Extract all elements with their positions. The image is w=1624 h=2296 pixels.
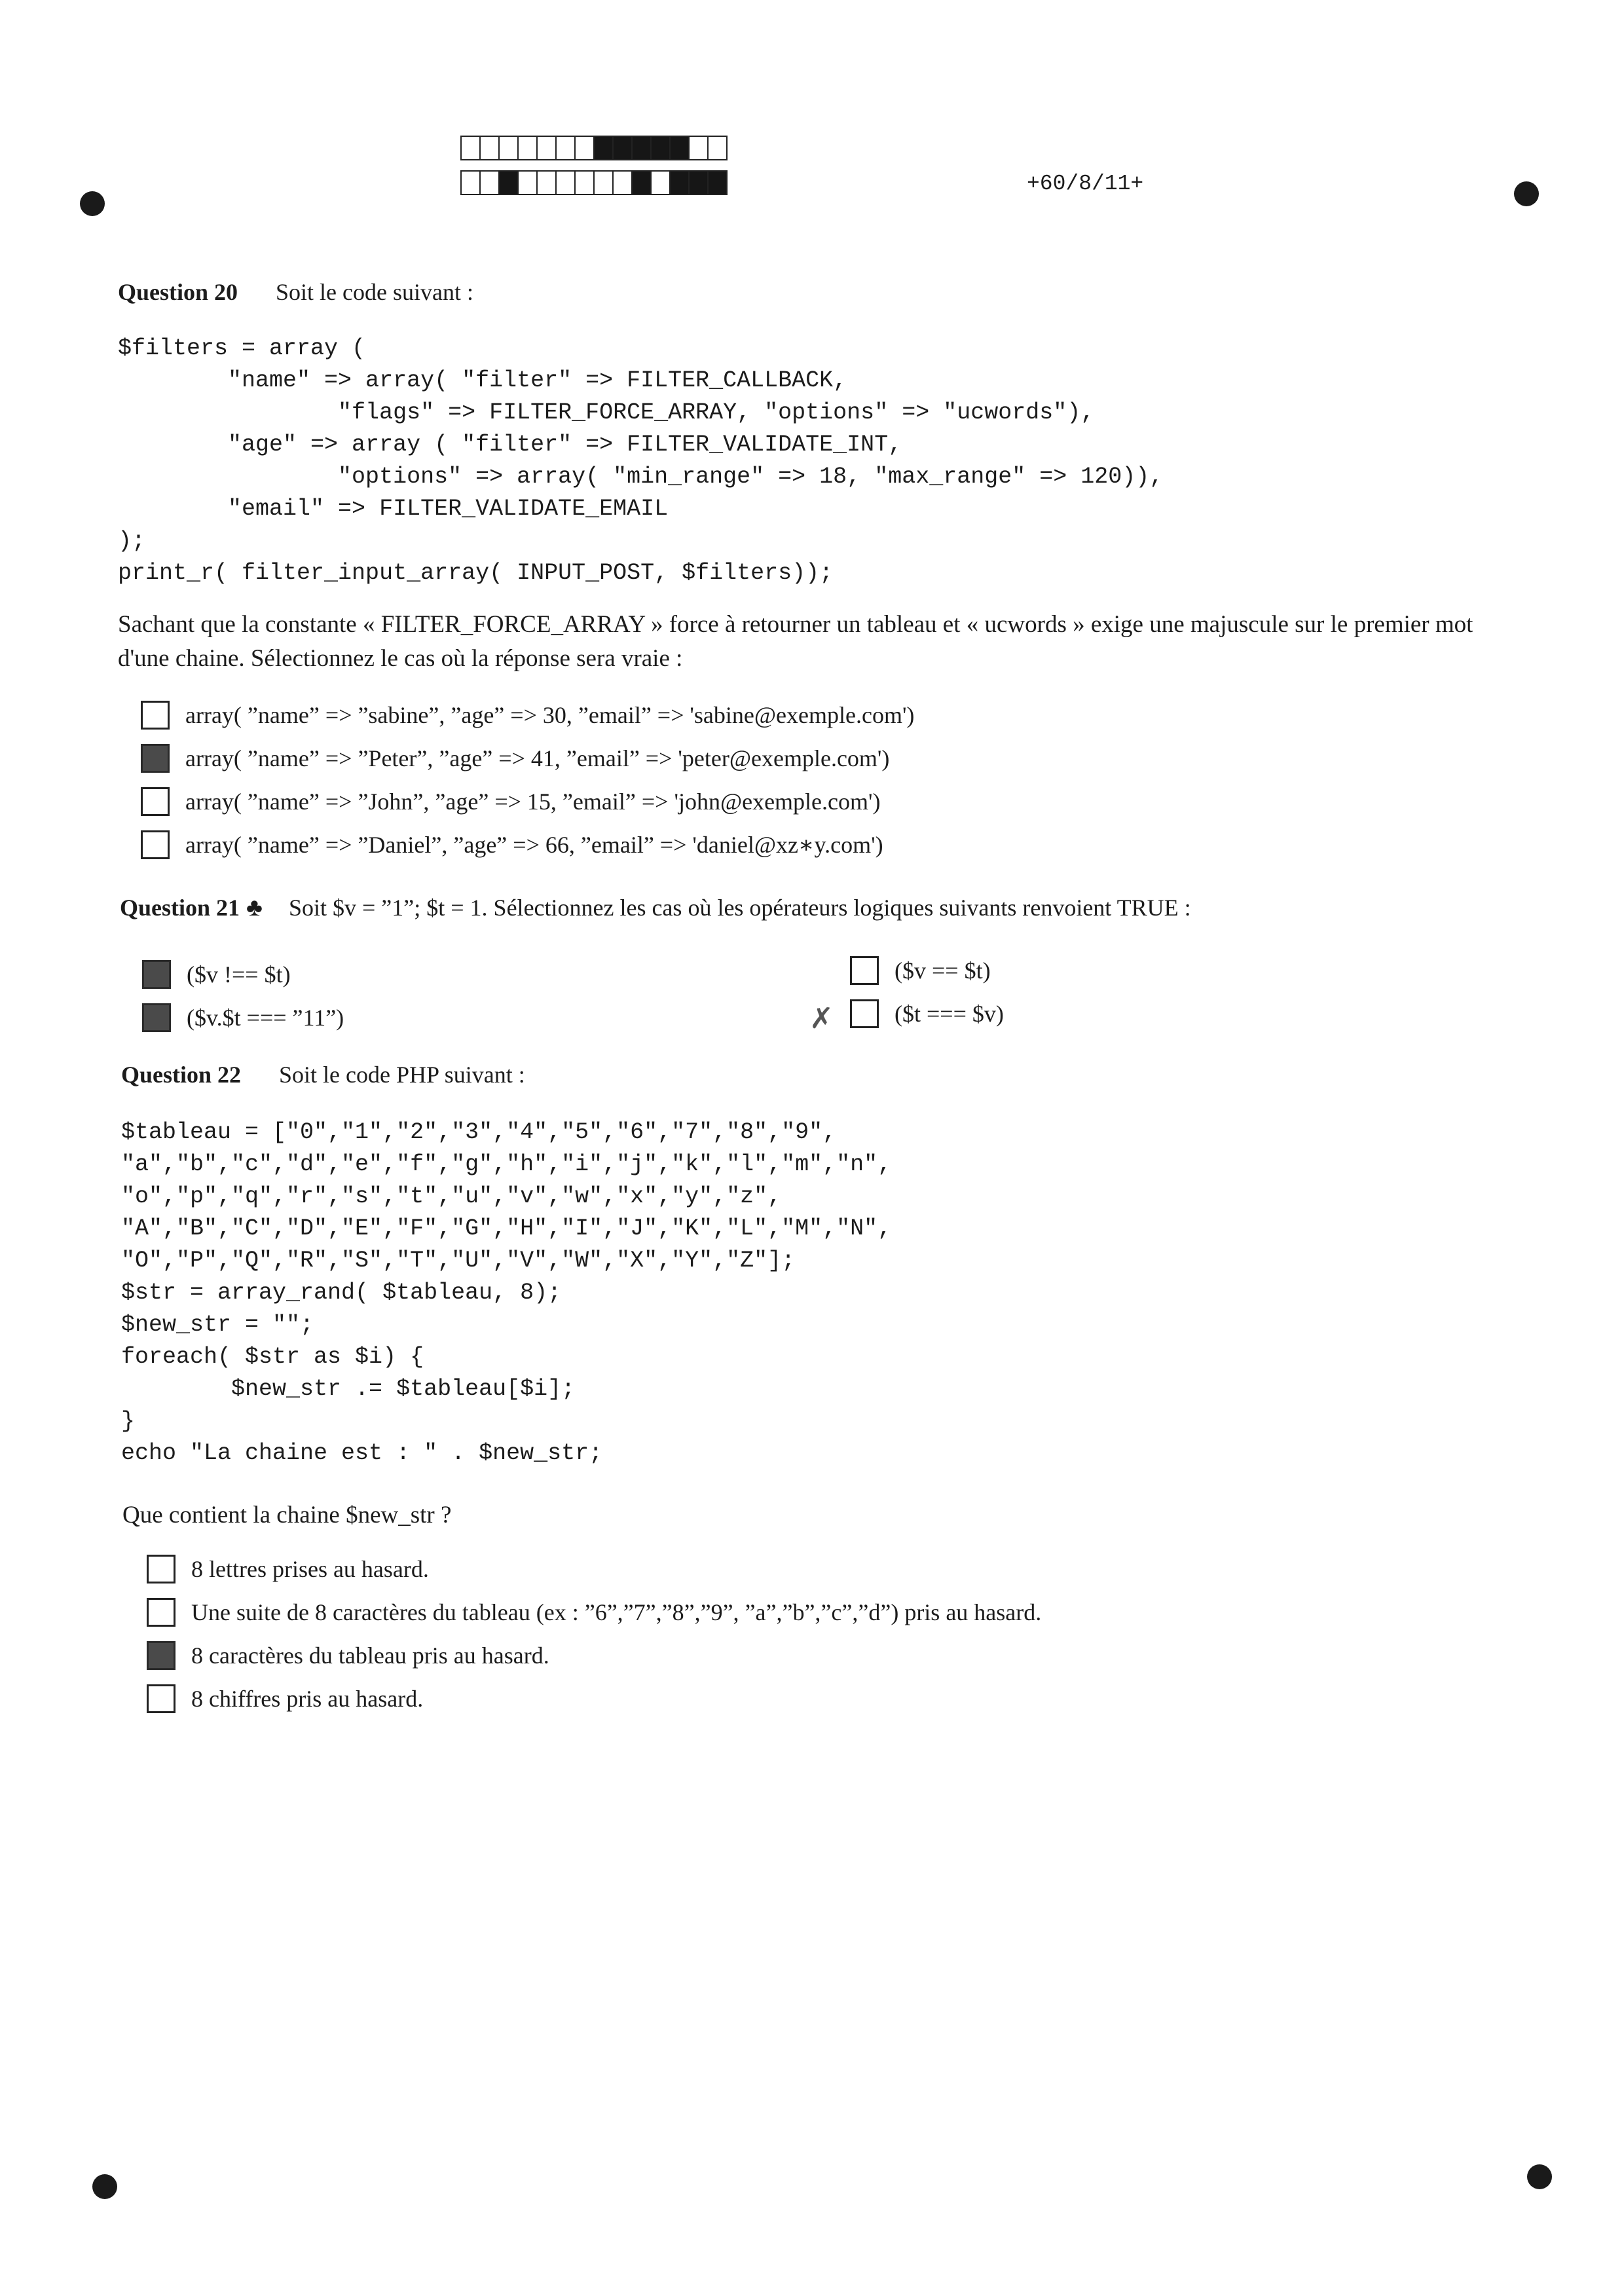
barcode-top-row	[460, 136, 726, 160]
q22-option-4-checkbox[interactable]	[147, 1684, 175, 1713]
q22-option-2[interactable]	[147, 1598, 1041, 1627]
barcode-cell	[460, 136, 481, 160]
question-20-header	[118, 278, 473, 306]
q22-option-3-label: 8 caractères du tableau pris au hasard.	[191, 1642, 549, 1669]
q22-option-1-checkbox[interactable]	[147, 1555, 175, 1583]
q20-option-3[interactable]	[141, 787, 881, 816]
q20-option-4-label: array( ”name” => ”Daniel”, ”age” => 66, ”email” => 'daniel@xz∗y.com')	[185, 832, 883, 858]
barcode-cell	[631, 136, 652, 160]
q20-option-1[interactable]	[141, 701, 914, 730]
q21-option-2[interactable]	[142, 1003, 344, 1032]
question-22-number: Question 22	[121, 1062, 242, 1088]
question-22-question: Que contient la chaine $new_str ?	[122, 1502, 452, 1528]
corner-dot-bottom-right	[1527, 2164, 1552, 2189]
q20-option-3-checkbox[interactable]	[141, 787, 170, 816]
barcode-cell	[536, 170, 557, 195]
barcode-cell	[517, 136, 538, 160]
q21-option-3-label: ($v == $t)	[895, 957, 991, 984]
question-21-header	[120, 893, 1191, 922]
barcode-cell	[650, 136, 671, 160]
q21-option-3-checkbox[interactable]	[850, 956, 879, 985]
q21-option-1-label: ($v !== $t)	[187, 961, 291, 988]
barcode-cell	[612, 136, 633, 160]
barcode-cell	[498, 136, 519, 160]
barcode-cell	[593, 136, 614, 160]
barcode-cell	[574, 170, 595, 195]
q20-option-1-label: array( ”name” => ”sabine”, ”age” => 30, ”email” => 'sabine@exemple.com')	[185, 702, 915, 728]
q22-option-2-checkbox[interactable]	[147, 1598, 175, 1627]
q22-option-1[interactable]	[147, 1555, 429, 1583]
question-20-code: $filters = array ( "name" => array( "filter" => FILTER_CALLBACK, "flags" => FILTER_FORCE_ARRAY, "options" => "ucwords"), "age" => array ( "filter" => FILTER_VALIDATE_INT, "options" => array( "min_range" => 18, "max_range" => 120)), "email" => FILTER_VALIDATE_EMAIL ); print_r( filter_input_array( INPUT_POST, $filters));	[118, 335, 1164, 586]
barcode-cell	[479, 170, 500, 195]
corner-dot-top-right	[1514, 181, 1539, 206]
club-icon: ♣	[246, 894, 263, 921]
barcode-cell	[479, 136, 500, 160]
barcode-cell	[669, 136, 690, 160]
barcode-cell	[574, 136, 595, 160]
barcode-cell	[536, 136, 557, 160]
barcode-bottom-row	[460, 170, 726, 195]
q20-option-2-label: array( ”name” => ”Peter”, ”age” => 41, ”email” => 'peter@exemple.com')	[185, 745, 890, 771]
page-code: +60/8/11+	[1027, 172, 1144, 196]
q21-option-3[interactable]	[850, 956, 991, 985]
barcode-cell	[593, 170, 614, 195]
q22-option-3[interactable]	[147, 1641, 549, 1670]
q22-option-1-label: 8 lettres prises au hasard.	[191, 1556, 429, 1582]
q21-option-2-checkbox[interactable]	[142, 1003, 171, 1032]
corner-dot-top-left	[80, 191, 105, 216]
barcode-cell	[631, 170, 652, 195]
barcode-cell	[555, 136, 576, 160]
q21-option-4[interactable]	[850, 999, 1004, 1028]
barcode-cell	[555, 170, 576, 195]
question-22-code: $tableau = ["0","1","2","3","4","5","6","7","8","9", "a","b","c","d","e","f","g","h","i","j","k","l","m","n", "o","p","q","r","s","t","u","v","w","x","y","z", "A","B","C","D","E","F","G","H","I","J","K","L","M","N", "O","P","Q","R","S","T","U","V","W","X","Y","Z"]; $str = array_rand( $tableau, 8); $new_str = ""; foreach( $str as $i) { $new_str .= $tableau[$i]; } echo "La chaine est : " . $new_str;	[121, 1119, 892, 1466]
q21-option-4-label: ($t === $v)	[895, 1001, 1004, 1027]
handwritten-cross-mark: ✗	[809, 1003, 834, 1035]
barcode-cell	[498, 170, 519, 195]
barcode-cell	[688, 170, 709, 195]
q20-option-2-checkbox[interactable]	[141, 744, 170, 773]
barcode-cell	[460, 170, 481, 195]
question-21-number: Question 21	[120, 895, 240, 921]
barcode-cell	[517, 170, 538, 195]
q21-option-2-label: ($v.$t === ”11”)	[187, 1005, 344, 1031]
question-22-intro: Soit le code PHP suivant :	[279, 1062, 525, 1088]
q22-option-2-label: Une suite de 8 caractères du tableau (ex : ”6”,”7”,”8”,”9”, ”a”,”b”,”c”,”d”) pris au hasard.	[191, 1599, 1042, 1625]
corner-dot-bottom-left	[92, 2174, 117, 2199]
question-20-number: Question 20	[118, 279, 238, 305]
q22-option-3-checkbox[interactable]	[147, 1641, 175, 1670]
barcode-cell	[688, 136, 709, 160]
q22-option-4[interactable]	[147, 1684, 423, 1713]
barcode-cell	[669, 170, 690, 195]
q20-option-1-checkbox[interactable]	[141, 701, 170, 730]
q21-option-4-checkbox[interactable]	[850, 999, 879, 1028]
q21-option-1-checkbox[interactable]	[142, 960, 171, 989]
question-20-text: Sachant que la constante « FILTER_FORCE_ARRAY » force à retourner un tableau et « ucwords » exige une majuscule sur le premier mot d'une chaine. Sélectionnez le cas où la réponse sera vraie :	[118, 611, 1473, 672]
barcode-cell	[612, 170, 633, 195]
question-22-header	[121, 1061, 525, 1088]
barcode-cell	[707, 136, 728, 160]
barcode-cell	[650, 170, 671, 195]
q20-option-2[interactable]	[141, 744, 889, 773]
question-21-text: Soit $v = ”1”; $t = 1. Sélectionnez les cas où les opérateurs logiques suivants renvoient TRUE :	[288, 895, 1191, 921]
q20-option-3-label: array( ”name” => ”John”, ”age” => 15, ”email” => 'john@exemple.com')	[185, 788, 881, 815]
q22-option-4-label: 8 chiffres pris au hasard.	[191, 1686, 424, 1712]
question-20-intro: Soit le code suivant :	[276, 279, 473, 305]
q20-option-4-checkbox[interactable]	[141, 830, 170, 859]
barcode-cell	[707, 170, 728, 195]
q20-option-4[interactable]	[141, 830, 883, 859]
q21-option-1[interactable]	[142, 960, 291, 989]
